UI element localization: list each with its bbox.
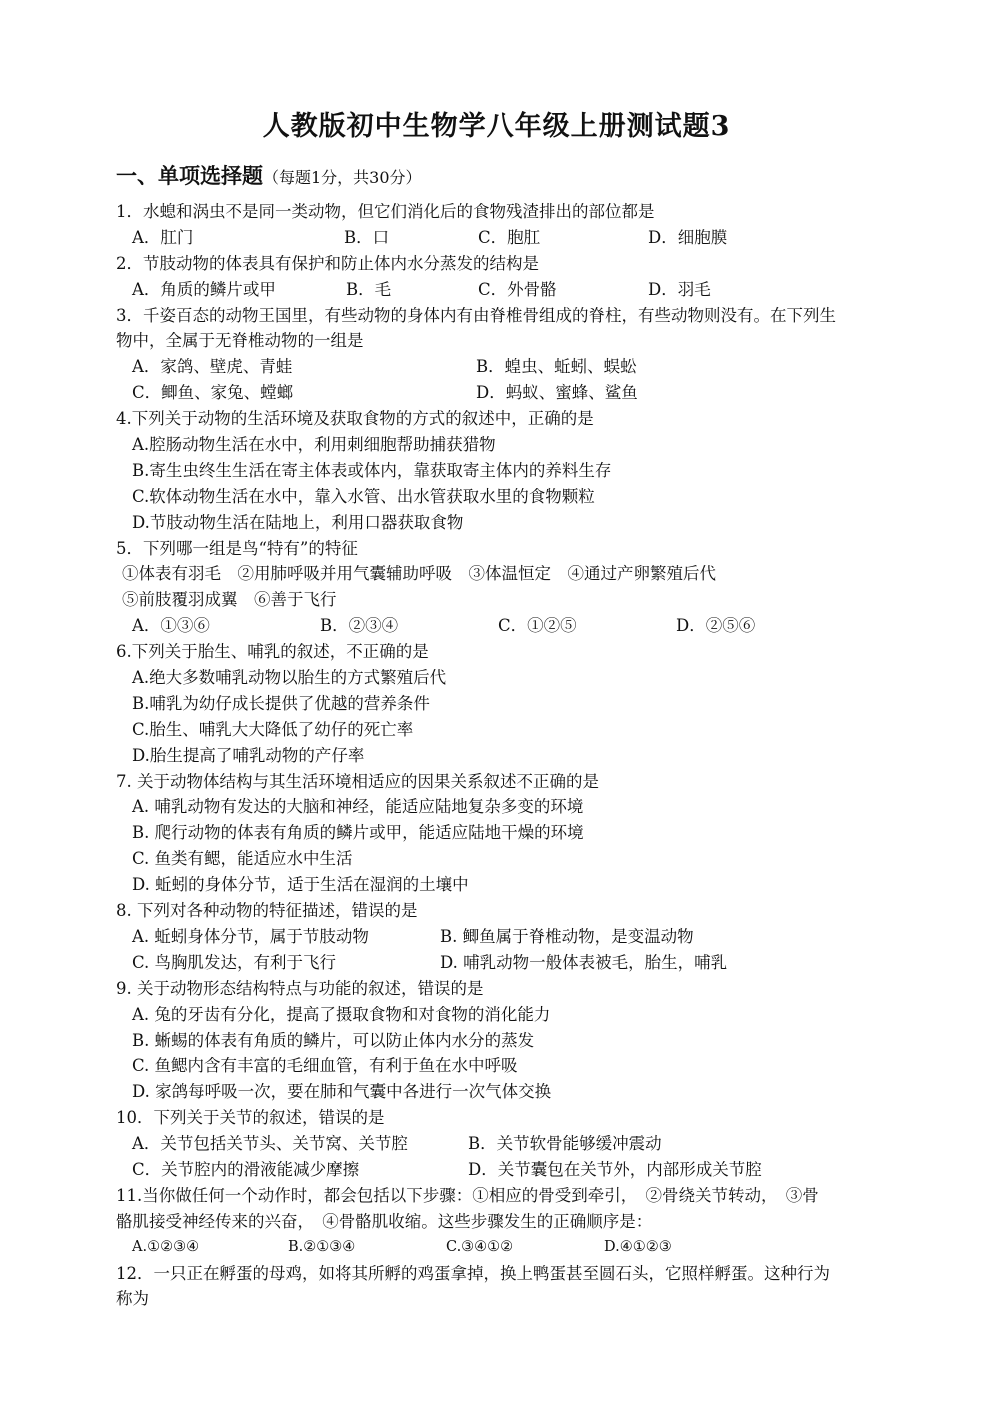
- option: A.绝大多数哺乳动物以胎生的方式繁殖后代: [132, 668, 447, 688]
- option: B. 爬行动物的体表有角质的鳞片或甲，能适应陆地干燥的环境: [132, 823, 584, 843]
- option: D. 蚯蚓的身体分节，适于生活在湿润的土壤中: [132, 875, 469, 895]
- option: B.②①③④: [288, 1238, 356, 1255]
- option: D．②⑤⑥: [676, 616, 756, 636]
- option-row: [116, 924, 886, 950]
- option-row: [116, 613, 886, 639]
- option-row: [116, 380, 886, 406]
- option-row: [116, 1235, 886, 1261]
- option: A．关节包括关节头、关节窝、关节腔: [132, 1134, 408, 1154]
- option-row: [116, 1131, 886, 1157]
- option: B．②③④: [320, 616, 399, 636]
- option: A．①③⑥: [132, 616, 210, 636]
- option: B．蝗虫、蚯蚓、蜈蚣: [476, 357, 637, 377]
- question-stem: 8. 下列对各种动物的特征描述，错误的是: [116, 901, 418, 921]
- option-row: [116, 225, 886, 251]
- question-stem-cont: 物中，全属于无脊椎动物的一组是: [116, 331, 364, 351]
- question-items: ①体表有羽毛 ②用肺呼吸并用气囊辅助呼吸 ③体温恒定 ④通过产卵繁殖后代: [122, 564, 716, 584]
- option: D.胎生提高了哺乳动物的产仔率: [132, 745, 365, 765]
- question-stem: 5．下列哪一组是鸟“特有”的特征: [116, 538, 358, 558]
- option: C. 鸟胸肌发达，有利于飞行: [132, 952, 337, 972]
- option: A. 蚯蚓身体分节，属于节肢动物: [132, 926, 369, 946]
- option-row: [116, 277, 886, 303]
- option: C.软体动物生活在水中，靠入水管、出水管获取水里的食物颗粒: [132, 486, 595, 506]
- option: A. 兔的牙齿有分化，提高了摄取食物和对食物的消化能力: [132, 1004, 551, 1024]
- option: A．家鸽、壁虎、青蛙: [132, 357, 293, 377]
- option: D．羽毛: [648, 279, 711, 299]
- question-stem: 3．千姿百态的动物王国里，有些动物的身体内有由脊椎骨组成的脊柱，有些动物则没有。在下列生: [116, 305, 836, 325]
- option: B．毛: [346, 279, 392, 299]
- option: D.节肢动物生活在陆地上，利用口器获取食物: [132, 512, 464, 532]
- option: B.寄生虫终生生活在寄主体表或体内，靠获取寄主体内的养料生存: [132, 460, 612, 480]
- option: D．关节囊包在关节外，内部形成关节腔: [468, 1159, 762, 1179]
- section-title: 一、单项选择题: [116, 163, 263, 188]
- option: D. 家鸽每呼吸一次，要在肺和气囊中各进行一次气体交换: [132, 1082, 552, 1102]
- option: C. 鱼鳃内含有丰富的毛细血管，有利于鱼在水中呼吸: [132, 1056, 518, 1076]
- question-stem: 9. 关于动物形态结构特点与功能的叙述，错误的是: [116, 978, 484, 998]
- question-stem-cont: 称为: [116, 1289, 149, 1309]
- option: C.③④①②: [446, 1238, 514, 1255]
- option: C．外骨骼: [478, 279, 557, 299]
- option: A．肛门: [132, 227, 194, 247]
- page-title: 人教版初中生物学八年级上册测试题3: [262, 111, 731, 142]
- question-stem: 7. 关于动物体结构与其生活环境相适应的因果关系叙述不正确的是: [116, 771, 599, 791]
- question-stem: 1．水螅和涡虫不是同一类动物，但它们消化后的食物残渣排出的部位都是: [116, 202, 655, 221]
- option: C.胎生、哺乳大大降低了幼仔的死亡率: [132, 719, 414, 739]
- option: B. 蜥蜴的体表有角质的鳞片，可以防止体内水分的蒸发: [132, 1030, 535, 1050]
- question-stem: 10．下列关于关节的叙述，错误的是: [116, 1108, 385, 1128]
- option: B.哺乳为幼仔成长提供了优越的营养条件: [132, 693, 430, 713]
- option: A. 哺乳动物有发达的大脑和神经，能适应陆地复杂多变的环境: [132, 797, 584, 817]
- question-items: ⑤前肢覆羽成翼 ⑥善于飞行: [122, 590, 337, 610]
- option-row: [116, 1157, 886, 1183]
- question-stem: 4.下列关于动物的生活环境及获取食物的方式的叙述中，正确的是: [116, 409, 594, 429]
- option: A.腔肠动物生活在水中，利用刺细胞帮助捕获猎物: [132, 435, 496, 455]
- question-stem: 2．节肢动物的体表具有保护和防止体内水分蒸发的结构是: [116, 253, 539, 273]
- option: A．角质的鳞片或甲: [132, 279, 276, 299]
- option: B．口: [344, 227, 390, 247]
- section-heading: [116, 160, 422, 190]
- question-stem: 12．一只正在孵蛋的母鸡，如将其所孵的鸡蛋拿掉，换上鸭蛋甚至圆石头，它照样孵蛋。这种行为: [116, 1263, 830, 1283]
- option: C．关节腔内的滑液能减少摩擦: [132, 1159, 360, 1179]
- option: C．①②⑤: [498, 616, 577, 636]
- option: C. 鱼类有鳃，能适应水中生活: [132, 849, 353, 869]
- option: D. 哺乳动物一般体表被毛，胎生，哺乳: [440, 952, 728, 972]
- option: D．细胞膜: [648, 227, 728, 247]
- option: D.④①②③: [604, 1238, 672, 1255]
- option-row: [116, 354, 886, 380]
- question-list: [116, 199, 886, 1312]
- option: C．胞肛: [478, 227, 541, 247]
- option-row: [116, 950, 886, 976]
- question-stem-cont: 骼肌接受神经传来的兴奋， ④骨骼肌收缩。这些步骤发生的正确顺序是：: [116, 1211, 653, 1231]
- option: B. 鲫鱼属于脊椎动物，是变温动物: [440, 926, 694, 946]
- section-note: （每题1分，共30分）: [263, 168, 422, 187]
- option: D．蚂蚁、蜜蜂、鲨鱼: [476, 383, 638, 403]
- option: A.①②③④: [132, 1238, 200, 1255]
- option: C．鲫鱼、家兔、螳螂: [132, 383, 294, 403]
- question-stem: 6.下列关于胎生、哺乳的叙述，不正确的是: [116, 642, 429, 662]
- question-stem: 11.当你做任何一个动作时，都会包括以下步骤：①相应的骨受到牵引， ②骨绕关节转动， ③骨: [116, 1185, 819, 1205]
- option: B．关节软骨能够缓冲震动: [468, 1134, 662, 1154]
